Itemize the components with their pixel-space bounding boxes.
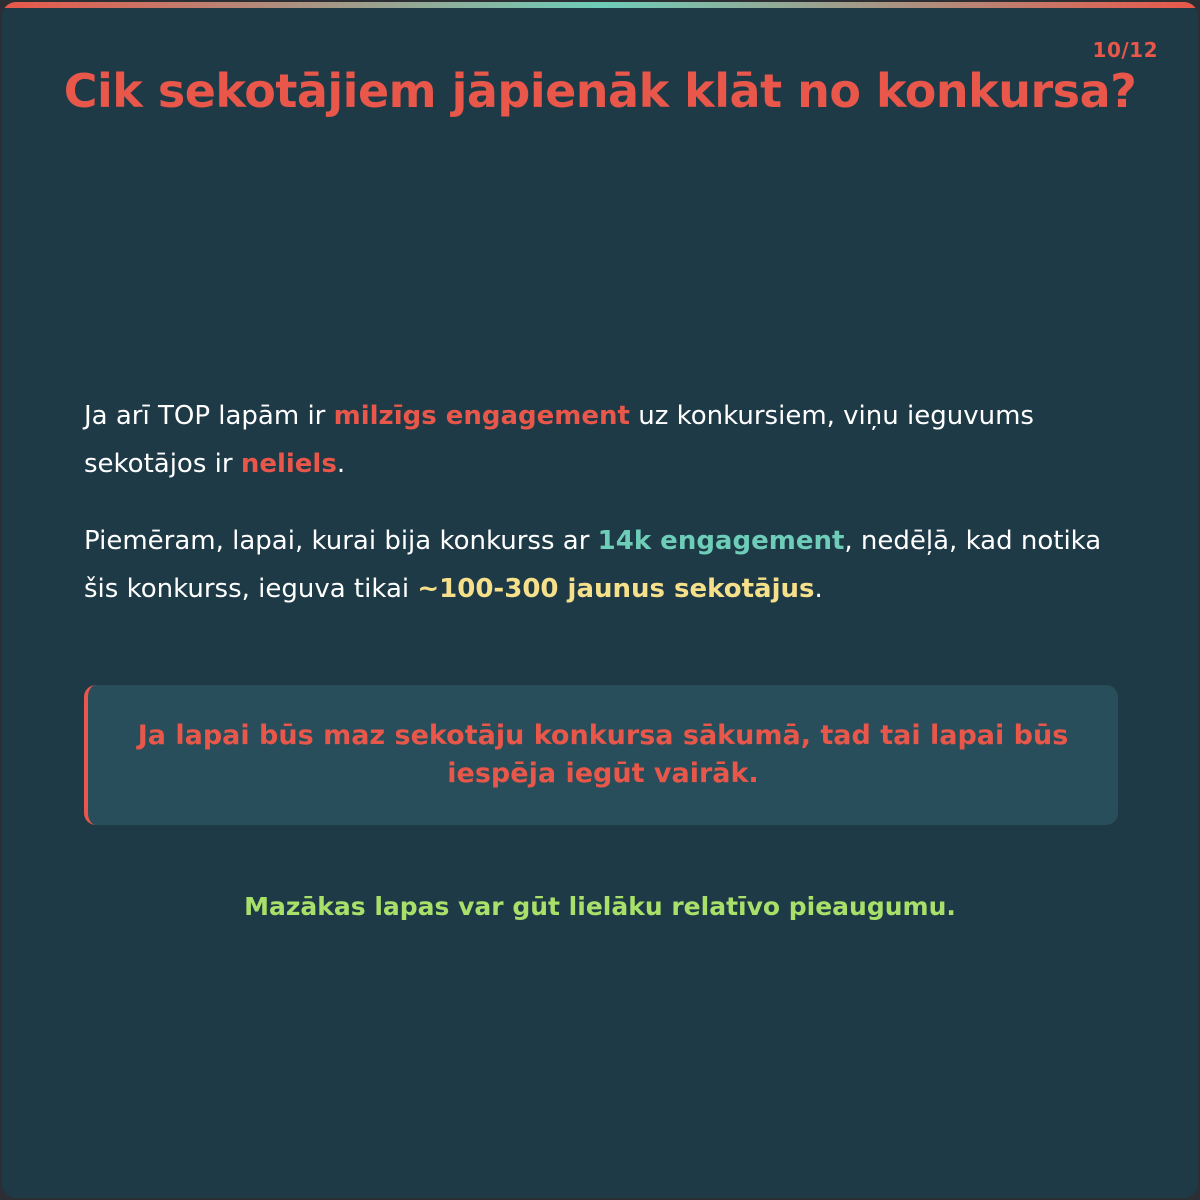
paragraph-text: uz konkursiem, viņu ieguvums sekotājos ir [84,401,1034,479]
paragraph-top-pages [84,392,1124,488]
paragraph-text: Ja arī TOP lapām ir [84,401,334,431]
highlight-small: neliels [240,449,337,479]
slide-title: Cik sekotājiem jāpienāk klāt no konkursa? [63,64,1137,118]
highlight-huge-engagement: milzīgs engagement [333,401,630,431]
callout-text: Ja lapai būs maz sekotāju konkursa sākumā, tad tai lapai būs iespēja iegūt vairāk. [137,720,1069,789]
paragraph-text: . [336,449,346,479]
highlight-new-followers: ~100-300 jaunus sekotājus [417,574,815,604]
page-counter: 10/12 [1092,38,1158,62]
slide [2,2,1198,1198]
top-gradient-bar [2,2,1198,8]
highlight-14k-engagement: 14k engagement [597,526,845,556]
callout-box [84,685,1118,825]
paragraph-text: Piemēram, lapai, kurai bija konkurss ar [84,526,598,556]
paragraph-text: , nedēļā, kad notika šis konkurss, ieguva tikai [84,526,1102,604]
paragraph-example [84,517,1124,613]
paragraph-text: . [814,574,823,604]
footer-note: Mazākas lapas var gūt lielāku relatīvo pieaugumu. [244,892,956,921]
